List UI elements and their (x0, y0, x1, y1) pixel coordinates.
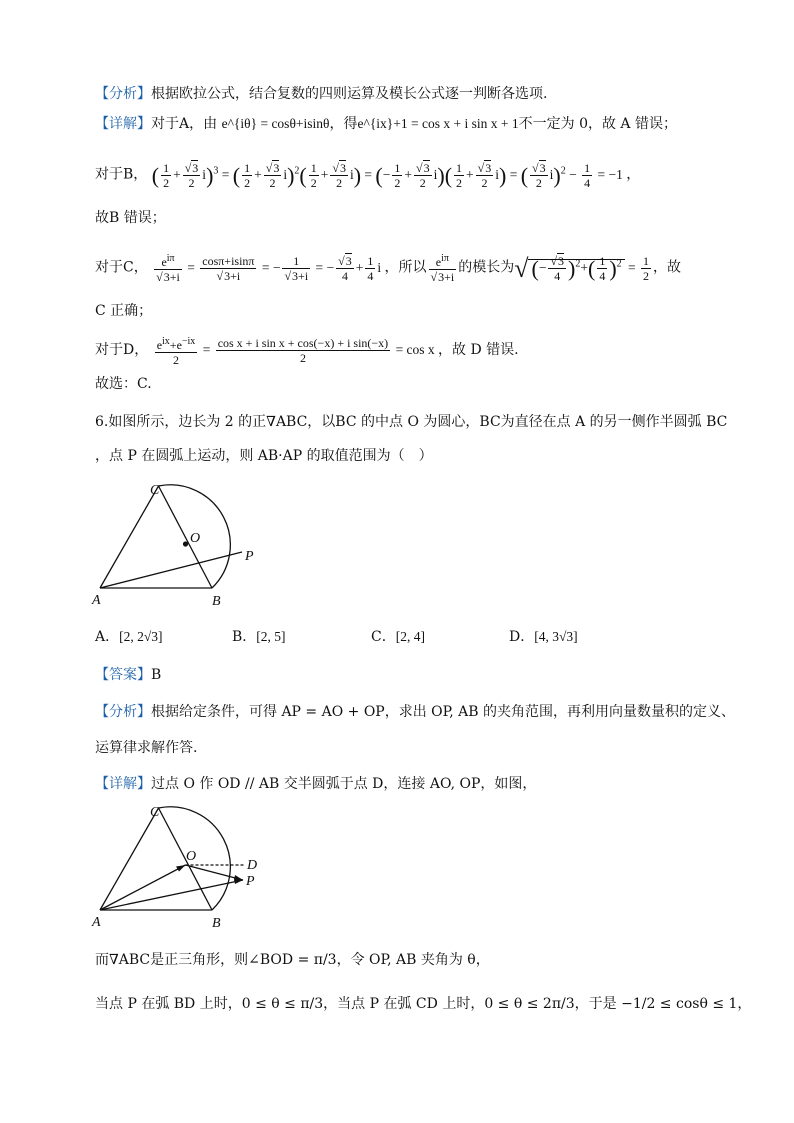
text: ，得 (329, 116, 358, 132)
analysis-text: 根据给定条件，可得 AP = AO + OP，求出 OP, AB 的夹角范围，再利用向量数量积的定义、 (151, 704, 735, 720)
formula-c: $\frac{e^{i\pi}}{√3+i}$ = $\frac{\cos\pi+isin\pi}{√3+i}$ = − $\frac{1}{√3+i}$ = − $\frac{√3}{4}$ + $\frac{1}{4}$ i (156, 253, 385, 285)
q6-analysis-line1 (95, 702, 735, 722)
option-label: B． (232, 629, 257, 645)
detail-tag: 【详解】 (95, 776, 151, 792)
segment-ap (100, 552, 242, 588)
option-value: [2, 5] (256, 629, 286, 644)
label-c: C (150, 483, 160, 498)
q5-c-conclusion: C 正确； (95, 303, 153, 319)
detail-text: 过点 O 作 OD // AB 交半圆弧于点 D，连接 AO, OP，如图， (151, 776, 537, 792)
q6-detail-line1 (95, 774, 536, 794)
vector-op (186, 865, 244, 880)
option-label: C． (371, 629, 396, 645)
text: ， (626, 166, 641, 183)
text: 不一定为 0，故 A 错误； (518, 116, 677, 132)
label-c: C (150, 805, 160, 820)
q5-detail-b (95, 153, 640, 193)
detail-tag: 【详解】 (95, 116, 151, 132)
option-label: D． (509, 629, 535, 645)
option-c[interactable] (371, 626, 425, 646)
q5-b-conclusion: 故B 错误； (95, 210, 166, 226)
option-a[interactable] (95, 626, 163, 646)
label-a: A (92, 915, 101, 930)
q6-detail-line2: 而∇ABC是正三角形，则∠BOD = π/3，令 OP, AB 夹角为 θ， (95, 952, 490, 968)
answer-value: B (151, 667, 162, 683)
option-b[interactable] (232, 626, 286, 646)
text: ，所以 (384, 259, 427, 276)
q5-detail-d (95, 332, 519, 368)
label-a: A (92, 593, 101, 608)
label-b: B (212, 916, 221, 931)
formula: e^{ix}+1 = cos x + i sin x + 1 (357, 116, 519, 131)
label-b: B (212, 594, 221, 609)
side-bc (159, 486, 213, 588)
analysis-tag: 【分析】 (95, 86, 151, 102)
analysis-text: 根据欧拉公式，结合复数的四则运算及模长公式逐一判断各选项. (151, 86, 548, 102)
q5-detail-c (95, 244, 681, 288)
option-value: [4, 3√3] (534, 629, 578, 644)
analysis-tag: 【分析】 (95, 704, 151, 720)
q6-stem-line2: ，点 P 在圆弧上运动，则 AB·AP 的取值范围为（ ） (95, 448, 433, 464)
formula-c3: √ (− $\frac{√3}{4}$ )$^2$+( $\frac{1}{4}$ )$^2$ = $\frac{1}{2}$ (514, 253, 650, 283)
side-ac (100, 486, 159, 588)
q6-stem-line1: 6.如图所示，边长为 2 的正∇ABC，以BC 的中点 O 为圆心，BC为直径在点 A 的另一侧作半圆弧 BC (95, 414, 728, 430)
option-d[interactable] (509, 626, 578, 646)
label-p: P (246, 874, 255, 889)
option-value: [2, 4] (395, 629, 425, 644)
text: 对于A，由 (151, 116, 218, 132)
q5-detail-a (95, 114, 677, 134)
formula-b: ( $\frac{1}{2}$ + $\frac{√3}{2}$ i)$^3$ = ( $\frac{1}{2}$ + $\frac{√3}{2}$ i)$^2$( $\frac{1}{2}$ + $\frac{√3}{2}$ i) = (− $\frac{1}{2}$ + $\frac{√3}{2}$ i)( $\frac{1}{2}$ + $\frac{√3}{2}$ i) = ( $\frac{√3}{2}$ i)$^2$ − $\frac{1}{4}$ = −1 (151, 160, 627, 190)
vector-ap (100, 880, 243, 910)
text: 对于B， (95, 166, 148, 183)
arrow-op (234, 875, 243, 881)
label-o: O (186, 849, 197, 864)
option-value: [2, 2√3] (119, 629, 163, 644)
figure-triangle-semicircle (90, 478, 270, 612)
formula: e^{iθ} = cosθ+isinθ (221, 116, 330, 131)
text: 对于C， (95, 259, 148, 276)
text: ，故 (653, 259, 682, 276)
center-point-o (183, 541, 188, 546)
q5-choose: 故选：C. (95, 376, 152, 392)
answer-tag: 【答案】 (95, 667, 151, 683)
figure-solution (90, 798, 270, 934)
text: ，故 D 错误. (438, 342, 519, 358)
q5-analysis (95, 84, 547, 104)
label-p: P (245, 549, 254, 564)
q6-detail-line3: 当点 P 在弧 BD 上时，0 ≤ θ ≤ π/3，当点 P 在弧 CD 上时，0 ≤ θ ≤ 2π/3，于是 −1/2 ≤ cosθ ≤ 1， (95, 996, 752, 1012)
formula-d: $\frac{e^{ix}+e^{-ix}}{2}$ = $\frac{\text{cos x + i sin x + cos(−x) + i sin(−x)}}{2}$ = cos x (156, 335, 439, 367)
label-d: D (247, 858, 258, 873)
arrow-ao (176, 865, 186, 872)
text: 对于D， (95, 342, 149, 358)
text: 的模长为 (458, 259, 515, 276)
q6-analysis-line2: 运算律求解作答. (95, 740, 198, 756)
formula-c2: $\frac{e^{i\pi}}{√3+i}$ (430, 252, 455, 284)
q6-answer (95, 665, 161, 685)
option-label: A． (95, 629, 120, 645)
label-o: O (190, 531, 201, 546)
